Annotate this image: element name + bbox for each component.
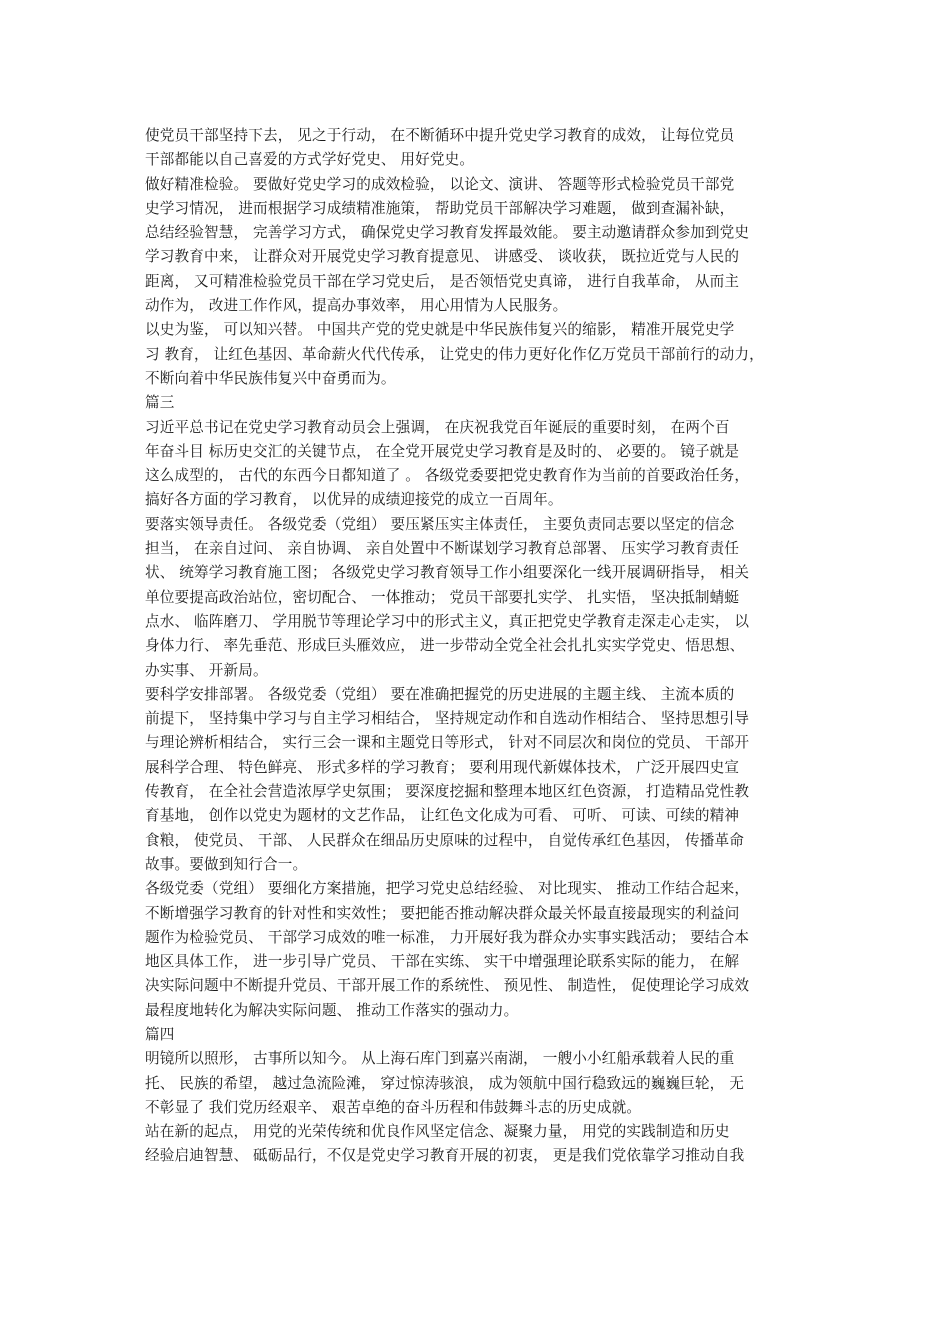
text-line: 决实际问题中不断提升党员、干部开展工作的系统性、 预见性、 制造性， 促使理论学习成效 bbox=[145, 977, 750, 995]
text-line: 题作为检验党员、 干部学习成效的唯一标准， 力开展好我为群众办实事实践活动； 要结合本 bbox=[145, 928, 750, 946]
text-line: 单位要提高政治站位，密切配合、 一体推动； 党员干部要扎实学、 扎实悟， 坚决抵制蜻蜓 bbox=[145, 588, 740, 606]
text-line: 点水、 临阵磨刀、 学用脱节等理论学习中的形式主义，真正把党史学教育走深走心走实， 以 bbox=[145, 612, 750, 630]
document-body bbox=[145, 124, 820, 1169]
text-line: 这么成型的， 古代的东西今日都知道了 。 各级党委要把党史教育作为当前的首要政治任务， bbox=[145, 467, 750, 485]
text-line: 使党员干部坚持下去， 见之于行动， 在不断循环中提升党史学习教育的成效， 让每位党员 bbox=[145, 127, 735, 144]
text-line: 要落实领导责任。 各级党委（党组） 要压紧压实主体责任， 主要负责同志要以坚定的信念 bbox=[145, 515, 735, 533]
text-line: 不断向着中华民族伟复兴中奋勇而为。 bbox=[145, 369, 396, 387]
text-line: 托、 民族的希望， 越过急流险滩， 穿过惊涛骇浪， 成为领航中国行稳致远的巍巍巨轮， 无 bbox=[145, 1074, 744, 1092]
text-line: 习 教育， 让红色基因、革命薪火代代传承， 让党史的伟力更好化作亿万党员干部前行的动力， bbox=[145, 345, 764, 363]
text-line: 干部都能以自己喜爱的方式学好党史、 用好党史。 bbox=[145, 151, 475, 169]
text-line: 搞好各方面的学习教育， 以优异的成绩迎接党的成立一百周年。 bbox=[145, 491, 563, 509]
text-line: 距离， 又可精准检验党员干部在学习党史后， 是否领悟党史真谛， 进行自我革命， 从而主 bbox=[145, 272, 740, 290]
text-line: 与理论辨析相结合， 实行三会一课和主题党日等形式， 针对不同层次和岗位的党员、 干部开 bbox=[145, 734, 750, 752]
text-line: 明镜所以照形， 古事所以知今。 从上海石库门到嘉兴南湖， 一艘小小红船承载着人民的重 bbox=[145, 1050, 735, 1068]
text-line: 担当， 在亲自过问、 亲自协调、 亲自处置中不断谋划学习教育总部署、 压实学习教育责任 bbox=[145, 540, 740, 558]
text-line: 传教育， 在全社会营造浓厚学史氛围； 要深度挖掘和整理本地区红色资源， 打造精品党性教 bbox=[145, 783, 750, 801]
text-line: 育基地， 创作以党史为题材的文艺作品， 让红色文化成为可看、 可听、 可读、可续的精神 bbox=[145, 807, 740, 825]
text-line: 要科学安排部署。 各级党委（党组） 要在准确把握党的历史进展的主题主线、 主流本质的 bbox=[145, 685, 735, 703]
section-heading: 篇四 bbox=[145, 1025, 175, 1043]
text-line: 习近平总书记在党史学习教育动员会上强调， 在庆祝我党百年诞辰的重要时刻， 在两个百 bbox=[145, 418, 730, 436]
text-line: 经验启迪智慧、 砥砺品行，不仅是党史学习教育开展的初衷， 更是我们党依靠学习推动自我 bbox=[145, 1147, 745, 1165]
text-line: 状、 统筹学习教育施工图； 各级党史学习教育领导工作小组要深化一线开展调研指导， 相关 bbox=[145, 564, 750, 582]
text-line: 做好精准检验。 要做好党史学习的成效检验， 以论文、演讲、 答题等形式检验党员干部党 bbox=[145, 175, 735, 193]
text-line: 身体力行、 率先垂范、形成巨头雁效应， 进一步带动全党全社会扎扎实实学党史、悟思想、 bbox=[145, 637, 745, 655]
text-line: 办实事、 开新局。 bbox=[145, 661, 268, 679]
text-line: 不彰显了 我们党历经艰辛、 艰苦卓绝的奋斗历程和伟鼓舞斗志的历史成就。 bbox=[145, 1098, 642, 1116]
text-line: 总结经验智慧， 完善学习方式， 确保党史学习教育发挥最效能。 要主动邀请群众参加到党史 bbox=[145, 224, 750, 242]
text-line: 站在新的起点， 用党的光荣传统和优良作风坚定信念、凝聚力量， 用党的实践制造和历史 bbox=[145, 1123, 730, 1141]
text-line: 展科学合理、 特色鲜亮、 形式多样的学习教育； 要利用现代新媒体技术， 广泛开展四史宣 bbox=[145, 758, 740, 776]
text-line: 各级党委（党组） 要细化方案措施，把学习党史总结经验、 对比现实、 推动工作结合起来， bbox=[145, 880, 750, 898]
text-line: 食粮， 使党员、 干部、 人民群众在细品历史原味的过程中， 自觉传承红色基因， 传播革命 bbox=[145, 831, 744, 849]
text-line: 年奋斗目 标历史交汇的关键节点， 在全党开展党史学习教育是及时的、 必要的。 镜子就是 bbox=[145, 442, 740, 460]
text-line: 最程度地转化为解决实际问题、 推动工作落实的强动力。 bbox=[145, 1001, 519, 1019]
section-heading: 篇三 bbox=[145, 394, 175, 412]
text-line: 学习教育中来， 让群众对开展党史学习教育提意见、 讲感受、 谈收获， 既拉近党与人民的 bbox=[145, 248, 740, 266]
text-line: 故事。要做到知行合一。 bbox=[145, 855, 308, 873]
text-line: 以史为鉴， 可以知兴替。 中国共产党的党史就是中华民族伟复兴的缩影， 精准开展党史学 bbox=[145, 321, 735, 339]
text-line: 动作为， 改进工作作风，提高办事效率， 用心用情为人民服务。 bbox=[145, 297, 568, 315]
text-line: 地区具体工作， 进一步引导广党员、 干部在实练、 实干中增强理论联系实际的能力， 在解 bbox=[145, 953, 740, 971]
text-line: 不断增强学习教育的针对性和实效性； 要把能否推动解决群众最关怀最直接最现实的利益问 bbox=[145, 904, 740, 922]
text-line: 前提下， 坚持集中学习与自主学习相结合， 坚持规定动作和自选动作相结合、 坚持思想引导 bbox=[145, 710, 750, 728]
text-line: 史学习情况， 进而根据学习成绩精准施策， 帮助党员干部解决学习难题， 做到查漏补缺， bbox=[145, 199, 735, 217]
